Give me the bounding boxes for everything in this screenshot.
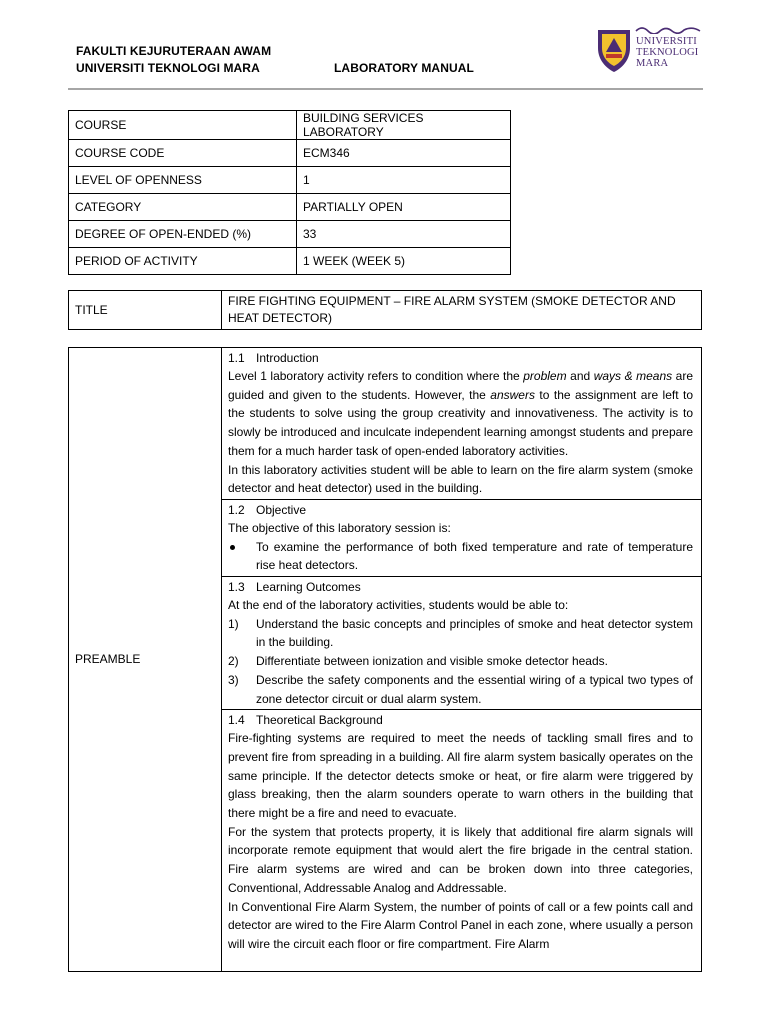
list-item xyxy=(228,615,693,652)
section-title: Introduction xyxy=(256,351,319,365)
document-type: LABORATORY MANUAL xyxy=(334,61,474,75)
title-value: FIRE FIGHTING EQUIPMENT – FIRE ALARM SYSTEM (SMOKE DETECTOR AND HEAT DETECTOR) xyxy=(222,291,702,330)
activity-period-label: PERIOD OF ACTIVITY xyxy=(69,248,297,275)
course-code-label: COURSE CODE xyxy=(69,140,297,167)
objective-list xyxy=(228,538,693,575)
objective-section xyxy=(222,500,701,577)
section-title: Theoretical Background xyxy=(256,713,383,728)
open-ended-degree-value: 33 xyxy=(297,221,511,248)
introduction-heading xyxy=(228,349,693,367)
logo-line-3: MARA xyxy=(636,58,669,69)
open-ended-degree-label: DEGREE OF OPEN-ENDED (%) xyxy=(69,221,297,248)
preamble-content xyxy=(222,348,701,955)
text-run: Level 1 laboratory activity refers to condition where the xyxy=(228,369,524,383)
background-paragraph-1: Fire-fighting systems are required to meet the needs of tackling small fires and to prevent fire from spreading in a building. All fire alarm system basically operates on the same principle. If the detector detects smoke or heat, or fire alarm were triggered by glass breaking, then the alarm sounders operate to warn others in the building that there might be a fire and need to evacuate. xyxy=(228,731,693,821)
introduction-section xyxy=(222,348,701,500)
emphasis-text: answers xyxy=(490,387,535,402)
list-item-text: To examine the performance of both fixed temperature and rate of temperature rise heat detectors. xyxy=(256,539,693,573)
openness-label: LEVEL OF OPENNESS xyxy=(69,167,297,194)
faculty-name: FAKULTI KEJURUTERAAN AWAM xyxy=(76,44,272,58)
jawi-script-icon xyxy=(634,24,704,34)
list-item xyxy=(228,671,693,708)
section-number: 1.1 xyxy=(228,351,245,365)
table-row xyxy=(69,221,511,248)
objective-lead: The objective of this laboratory session is: xyxy=(228,520,451,535)
crest-icon xyxy=(594,26,634,74)
introduction-paragraph-2: In this laboratory activities student will be able to learn on the fire alarm system (smoke detector and heat detector) used in the building. xyxy=(228,462,693,496)
introduction-paragraph-1 xyxy=(228,367,693,461)
table-row xyxy=(69,140,511,167)
university-name: UNIVERSITI TEKNOLOGI MARA xyxy=(76,61,260,75)
list-item-text: Differentiate between ionization and visible smoke detector heads. xyxy=(256,654,608,669)
course-label: COURSE xyxy=(69,111,297,140)
header-divider xyxy=(68,88,703,90)
list-number: 2) xyxy=(228,654,239,669)
list-item-text: Understand the basic concepts and principles of smoke and heat detector system in the building. xyxy=(256,616,693,650)
background-paragraph-2: For the system that protects property, it is likely that additional fire alarm signals will incorporate remote equipment that would alert the fire brigade in the central station. Fire alarm systems are wired and can be broken down into three categories, Conventional, Addressable Analog and Addressable. xyxy=(228,824,693,895)
theoretical-background-section xyxy=(222,710,701,954)
list-item-text: Describe the safety components and the essential wiring of a typical two types of zone detector circuit or dual alarm system. xyxy=(256,672,693,706)
table-row xyxy=(69,291,702,330)
theoretical-background-heading xyxy=(228,711,693,729)
learning-outcomes-section xyxy=(222,577,701,710)
section-number: 1.4 xyxy=(228,713,245,728)
section-number: 1.3 xyxy=(228,580,245,595)
preamble-table xyxy=(68,347,702,972)
logo-line-1: UNIVERSITI xyxy=(636,36,697,47)
emphasis-text: problem xyxy=(523,369,567,383)
text-run: are guided and given to the students. However, the xyxy=(228,369,693,402)
course-value: BUILDING SERVICES LABORATORY xyxy=(297,111,511,140)
title-label: TITLE xyxy=(69,291,222,330)
table-row xyxy=(69,111,511,140)
category-label: CATEGORY xyxy=(69,194,297,221)
course-info-table xyxy=(68,110,511,275)
table-row xyxy=(69,248,511,275)
list-item xyxy=(228,538,693,575)
objective-heading xyxy=(228,501,693,519)
preamble-label-cell xyxy=(69,348,222,971)
text-run: and xyxy=(566,369,594,383)
course-code-value: ECM346 xyxy=(297,140,511,167)
uitm-logo xyxy=(586,16,706,76)
learning-outcomes-lead: At the end of the laboratory activities, students would be able to: xyxy=(228,598,569,613)
logo-line-2: TEKNOLOGI xyxy=(636,47,699,58)
learning-outcomes-list xyxy=(228,615,693,709)
activity-period-value: 1 WEEK (WEEK 5) xyxy=(297,248,511,275)
list-number: 1) xyxy=(228,616,239,631)
category-value: PARTIALLY OPEN xyxy=(297,194,511,221)
table-row xyxy=(69,167,511,194)
list-item xyxy=(228,652,693,671)
section-title: Objective xyxy=(256,502,307,517)
section-number: 1.2 xyxy=(228,502,245,517)
list-number: 3) xyxy=(228,672,239,687)
text-run: to the assignment are left to the students to solve using the group creativity and innovativeness. The activity is to slowly be introduced and inculcate independent learning amongst students and prepare them for a much harder task of open-ended laboratory activities. xyxy=(228,387,693,458)
openness-value: 1 xyxy=(297,167,511,194)
bullet-icon xyxy=(230,545,235,550)
background-paragraph-3: In Conventional Fire Alarm System, the number of points of call or a few points call and detector are wired to the Fire Alarm Control Panel in each zone, where usually a person will wire the circuit each floor or fire compartment. Fire Alarm xyxy=(228,899,693,951)
table-row xyxy=(69,194,511,221)
preamble-label: PREAMBLE xyxy=(75,652,141,666)
title-table xyxy=(68,290,702,330)
learning-outcomes-heading xyxy=(228,578,693,596)
section-title: Learning Outcomes xyxy=(256,580,361,595)
emphasis-text: ways & means xyxy=(593,369,673,383)
